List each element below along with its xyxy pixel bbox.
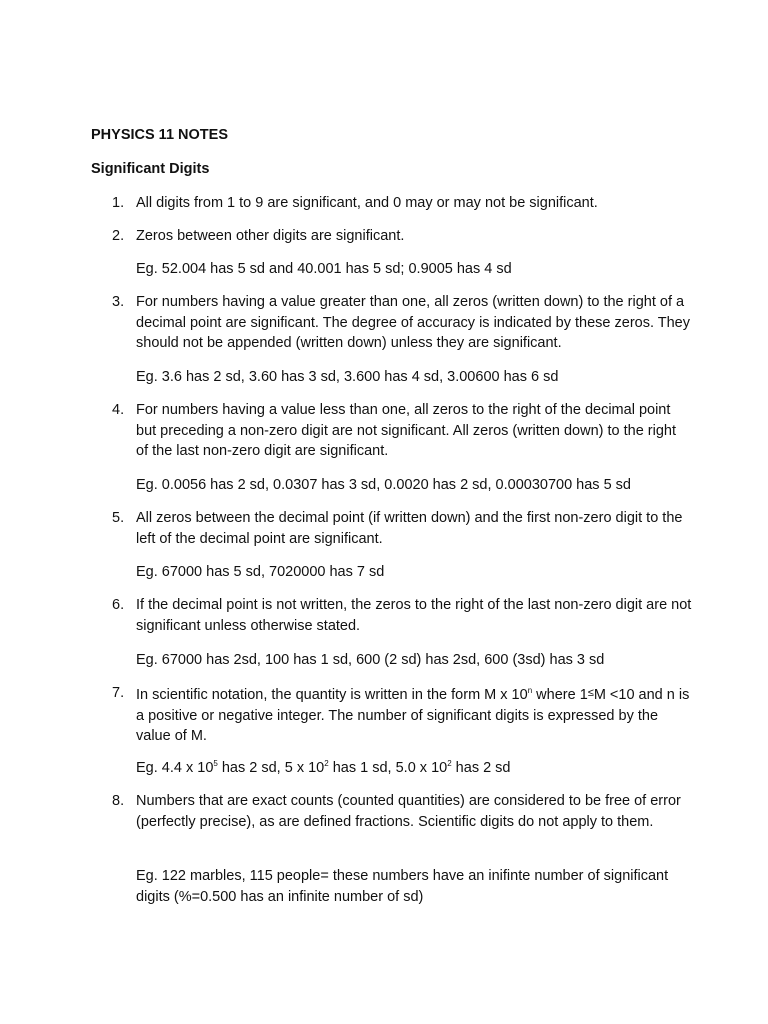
superscript: 2 (447, 759, 452, 768)
less-or-equal-symbol: ≤ (587, 687, 594, 699)
text-segment: where 1 (532, 687, 588, 703)
list-item-text (136, 683, 692, 747)
list-item-5 (112, 508, 692, 549)
text-segment: M <10 and n is a positive or negative integer. The number of significant digits is expressed by the value of M. (136, 687, 690, 744)
list-item-3 (112, 292, 692, 354)
example-line-7 (136, 758, 696, 779)
list-item-7 (112, 683, 692, 747)
list-item-8 (112, 791, 692, 832)
list-item-1 (112, 193, 692, 214)
list-item-6 (112, 595, 692, 636)
list-item-number: 4. (112, 402, 125, 418)
example-line-6: Eg. 67000 has 2sd, 100 has 1 sd, 600 (2 sd) has 2sd, 600 (3sd) has 3 sd (136, 652, 605, 668)
list-item-number: 7. (112, 685, 125, 701)
list-item-text: Numbers that are exact counts (counted quantities) are considered to be free of error (perfectly precise), as are defined fractions. Scientific digits do not apply to them. (136, 793, 681, 830)
superscript: 2 (324, 759, 329, 768)
list-item-number: 6. (112, 597, 125, 613)
list-item-number: 1. (112, 195, 125, 211)
example-line-4: Eg. 0.0056 has 2 sd, 0.0307 has 3 sd, 0.0020 has 2 sd, 0.00030700 has 5 sd (136, 477, 631, 493)
list-item-text: All zeros between the decimal point (if written down) and the first non-zero digit to the left of the decimal point are significant. (136, 510, 683, 547)
superscript: n (527, 686, 533, 695)
section-title: Significant Digits (91, 161, 210, 177)
list-item-number: 8. (112, 793, 125, 809)
text-segment: In scientific notation, the quantity is written in the form M x 10 (136, 687, 528, 703)
list-item-number: 2. (112, 228, 125, 244)
example-line-8: Eg. 122 marbles, 115 people= these numbers have an inifinte number of significant digits (%=0.500 has an infinite number of sd) (136, 868, 669, 905)
example-line-2: Eg. 52.004 has 5 sd and 40.001 has 5 sd; 0.9005 has 4 sd (136, 261, 512, 277)
list-item-4 (112, 400, 692, 462)
text-segment: has 2 sd (451, 760, 511, 776)
list-item-number: 3. (112, 294, 125, 310)
superscript: 5 (213, 759, 218, 768)
list-item-text: For numbers having a value greater than one, all zeros (written down) to the right of a decimal point are significant. The degree of accuracy is indicated by these zeros. They should not be appended (written down) unless they are significant. (136, 294, 690, 351)
list-item-text: If the decimal point is not written, the zeros to the right of the last non-zero digit are not significant unless otherwise stated. (136, 597, 692, 634)
text-segment: has 1 sd, 5.0 x 10 (328, 760, 448, 776)
document-title: PHYSICS 11 NOTES (91, 127, 228, 143)
list-item-number: 5. (112, 510, 125, 526)
list-item-text: All digits from 1 to 9 are significant, and 0 may or may not be significant. (136, 195, 598, 211)
list-item-2 (112, 226, 692, 247)
list-item-text: Zeros between other digits are significant. (136, 228, 405, 244)
text-segment: Eg. 4.4 x 10 (136, 760, 214, 776)
list-item-text: For numbers having a value less than one, all zeros to the right of the decimal point but preceding a non-zero digit are not significant. All zeros (written down) to the right of the last non-zero digit are significant. (136, 402, 677, 459)
example-line-3: Eg. 3.6 has 2 sd, 3.60 has 3 sd, 3.600 has 4 sd, 3.00600 has 6 sd (136, 369, 559, 385)
text-segment: has 2 sd, 5 x 10 (217, 760, 325, 776)
example-line-5: Eg. 67000 has 5 sd, 7020000 has 7 sd (136, 564, 385, 580)
